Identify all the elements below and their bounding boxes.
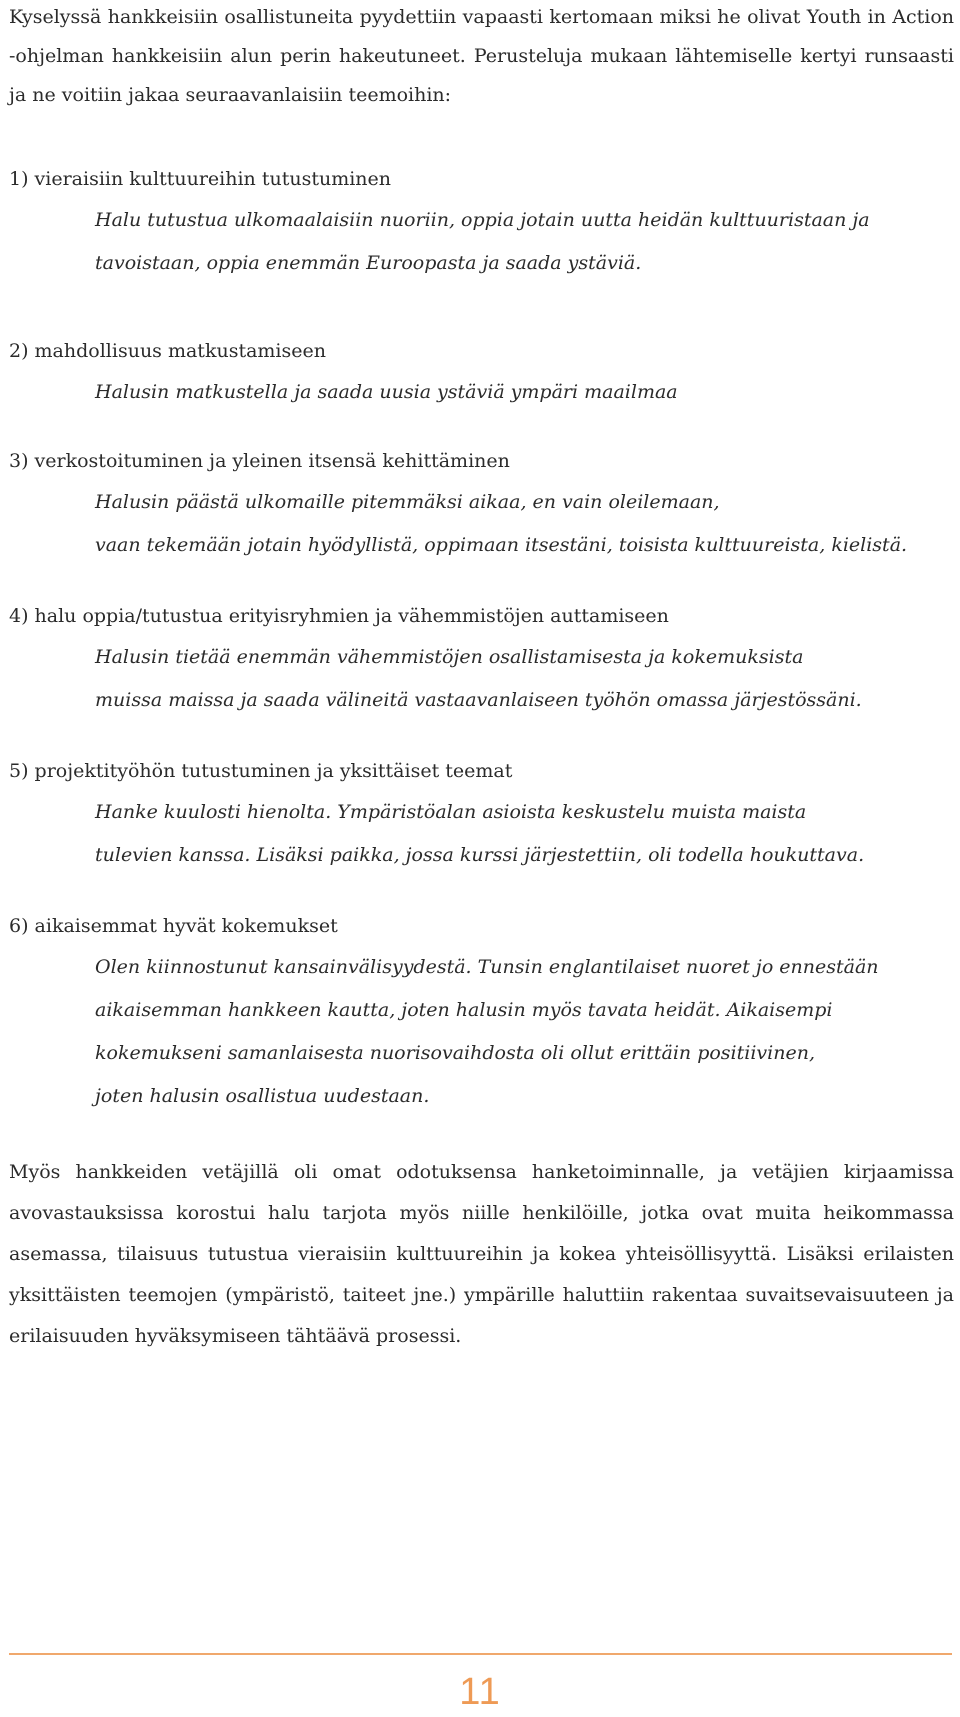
theme-quote: Olen kiinnostunut kansainvälisyydestä. Tunsin englantilaiset nuoret jo ennestään aikaisemman hankkeen kautta, joten halusin myös tavata heidät. Aikaisempi kokemukseni samanlaisesta nuorisovaihdosta oli ollut erittäin positiivinen, joten halusin osallistua uudestaan. [95, 956, 879, 1107]
spacer [9, 414, 954, 442]
theme-item [9, 160, 954, 285]
theme-heading: 6) aikaisemmat hyvät kokemukset [9, 915, 338, 937]
footer-divider [9, 1653, 952, 1655]
theme-item [9, 752, 954, 877]
spacer [9, 567, 954, 597]
spacer [9, 877, 954, 907]
theme-heading: 5) projektityöhön tutustuminen ja yksittäiset teemat [9, 760, 513, 782]
theme-heading: 2) mahdollisuus matkustamiseen [9, 340, 326, 362]
theme-item [9, 597, 954, 722]
intro-paragraph: Kyselyssä hankkeisiin osallistuneita pyydettiin vapaasti kertomaan miksi he olivat Youth in Action -ohjelman hankkeisiin alun perin hakeutuneet. Perusteluja mukaan lähtemiselle kertyi runsaasti ja ne voitiin jakaa seuraavanlaisiin teemoihin: [9, 6, 954, 106]
theme-quote: Halusin matkustella ja saada uusia ystäviä ympäri maailmaa [95, 381, 678, 403]
theme-heading: 4) halu oppia/tutustua erityisryhmien ja vähemmistöjen auttamiseen [9, 605, 669, 627]
spacer [9, 115, 954, 160]
spacer [9, 722, 954, 752]
spacer [9, 285, 954, 332]
theme-item [9, 332, 954, 414]
closing-paragraph: Myös hankkeiden vetäjillä oli omat odotuksensa hanketoiminnalle, ja vetäjien kirjaamissa avovastauksissa korostui halu tarjota myös niille henkilöille, jotka ovat muita heikommassa asemassa, tilaisuus tutustua vieraisiin kulttuureihin ja kokea yhteisöllisyyttä. Lisäksi erilaisten yksittäisten teemojen (ympäristö, taiteet jne.) ympärille haluttiin rakentaa suvaitsevaisuuteen ja erilaisuuden hyväksymiseen tähtäävä prosessi. [9, 1161, 954, 1347]
theme-quote: Halusin päästä ulkomaille pitemmäksi aikaa, en vain oleilemaan, vaan tekemään jotain hyödyllistä, oppimaan itsestäni, toisista kulttuureista, kielistä. [95, 491, 908, 556]
page-number: 11 [459, 1671, 501, 1713]
theme-item [9, 907, 954, 1118]
theme-quote: Halu tutustua ulkomaalaisiin nuoriin, oppia jotain uutta heidän kulttuuristaan ja tavoistaan, oppia enemmän Euroopasta ja saada ystäviä. [95, 209, 870, 274]
theme-quote: Halusin tietää enemmän vähemmistöjen osallistamisesta ja kokemuksista muissa maissa ja saada välineitä vastaavanlaiseen työhön omassa järjestössäni. [95, 646, 862, 711]
page-body [9, 0, 954, 1357]
theme-heading: 3) verkostoituminen ja yleinen itsensä kehittäminen [9, 450, 510, 472]
spacer [9, 1118, 954, 1152]
theme-quote: Hanke kuulosti hienolta. Ympäristöalan asioista keskustelu muista maista tulevien kanssa. Lisäksi paikka, jossa kurssi järjestettiin, oli todella houkuttava. [95, 801, 865, 866]
theme-item [9, 442, 954, 567]
theme-heading: 1) vieraisiin kulttuureihin tutustuminen [9, 168, 392, 190]
